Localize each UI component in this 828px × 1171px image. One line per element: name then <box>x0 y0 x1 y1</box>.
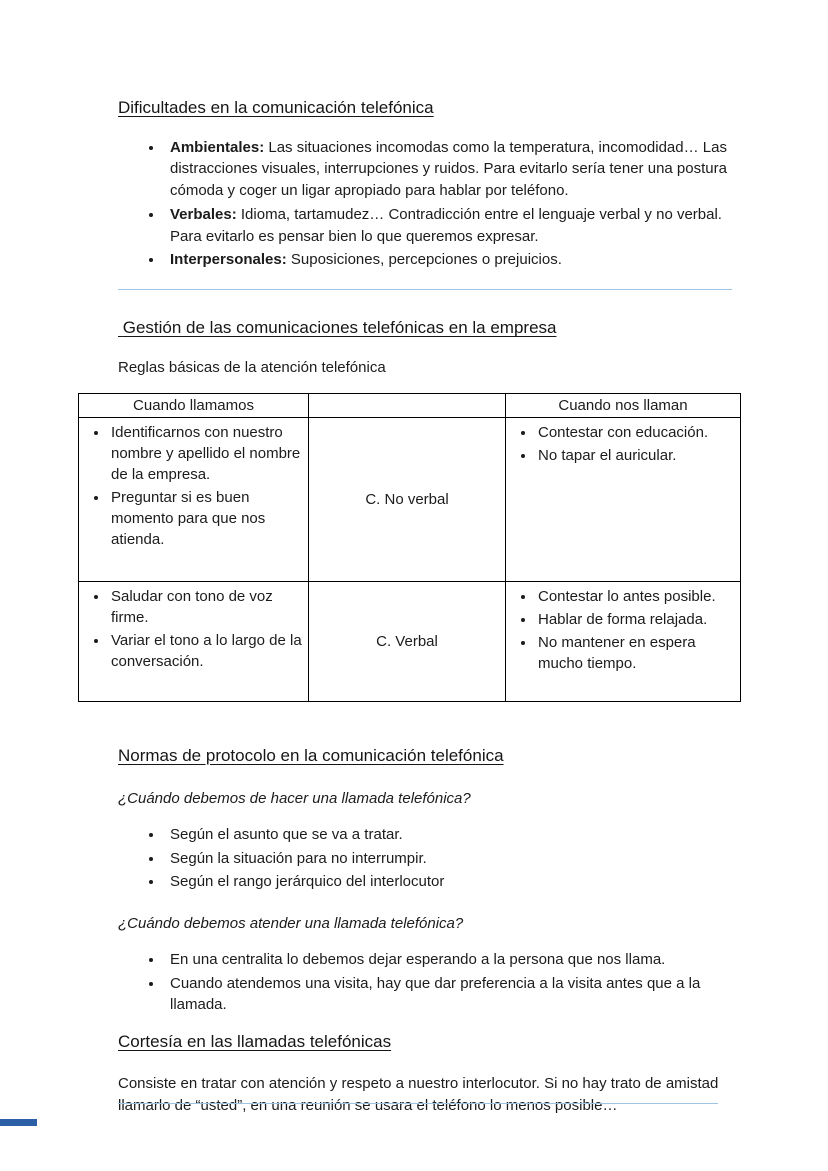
section4-paragraph: Consiste en tratar con atención y respeto a nuestro interlocutor. Si no hay trato de amistad llamarlo de “usted”, en una reunión se usara el teléfono lo menos posible… <box>118 1074 719 1114</box>
section1-bullet-list <box>118 137 740 272</box>
bullet-item: • No mantener en espera mucho tiempo. <box>536 632 734 674</box>
bullet-item: • Cuando atendemos una visita, hay que dar preferencia a la visita antes que a la llamada. <box>164 973 740 1017</box>
table-row <box>79 417 741 581</box>
cell-bullet-list <box>85 422 302 550</box>
bullet-text: Las situaciones incomodas como la temperatura, incomodidad… Las distracciones visuales, interrupciones y ruidos. Para evitarlo sería tener una postura cómoda y coger un ligar apropiado para hablar por teléfono. <box>170 138 727 200</box>
bullet-item <box>164 249 740 271</box>
bullet-text: Suposiciones, percepciones o prejuicios. <box>286 251 562 269</box>
table-cell-label-noverbal: C. No verbal <box>309 417 506 581</box>
table-row <box>79 581 741 701</box>
question-hacer-llamada: ¿Cuándo debemos de hacer una llamada telefónica? <box>118 790 471 808</box>
bullet-text: Idioma, tartamudez… Contradicción entre el lenguaje verbal y no verbal. Para evitarlo es pensar bien lo que queremos expresar. <box>170 205 722 245</box>
table-cell-label-verbal: C. Verbal <box>309 581 506 701</box>
blue-accent-bar <box>0 1119 37 1126</box>
table-cell-nosllaman-noverbal <box>506 417 741 581</box>
bullet-item: • En una centralita lo debemos dejar esperando a la persona que nos llama. <box>164 949 740 971</box>
section3-heading: Normas de protocolo en la comunicación telefónica <box>118 745 504 765</box>
table-cell-llamamos-verbal <box>79 581 309 701</box>
section2-heading: Gestión de las comunicaciones telefónicas en la empresa <box>118 318 557 338</box>
table-header-cuando-nos-llaman: Cuando nos llaman <box>506 393 741 417</box>
cell-bullet-list <box>512 586 734 674</box>
bullet-item: • Según el asunto que se va a tratar. <box>164 824 740 846</box>
bullet-item: • Según el rango jerárquico del interlocutor <box>164 871 740 893</box>
table-cell-nosllaman-verbal <box>506 581 741 701</box>
q2-bullet-list <box>118 949 740 1016</box>
bullet-item <box>164 137 740 202</box>
bullet-item: • Variar el tono a lo largo de la conversación. <box>109 630 302 672</box>
question-atender-llamada: ¿Cuándo debemos atender una llamada telefónica? <box>118 915 464 933</box>
table-cell-llamamos-noverbal <box>79 417 309 581</box>
bullet-lead: Interpersonales: <box>170 251 287 269</box>
cell-bullet-list <box>85 586 302 672</box>
section-divider <box>118 289 732 290</box>
table-header-empty <box>309 393 506 417</box>
bullet-lead: Verbales: <box>170 205 237 223</box>
bullet-item: • Contestar lo antes posible. <box>536 586 734 607</box>
bullet-item: • Contestar con educación. <box>536 422 734 443</box>
table-header-cuando-llamamos: Cuando llamamos <box>79 393 309 417</box>
bullet-item: • Hablar de forma relajada. <box>536 609 734 630</box>
table-header-row <box>79 393 741 417</box>
phone-rules-table <box>78 393 741 702</box>
section-divider <box>118 1103 718 1104</box>
section4-heading: Cortesía en las llamadas telefónicas <box>118 1032 392 1052</box>
cell-bullet-list <box>512 422 734 466</box>
bullet-item: • Según la situación para no interrumpir. <box>164 848 740 870</box>
bullet-lead: Ambientales: <box>170 138 265 156</box>
bullet-item: • Preguntar si es buen momento para que nos atienda. <box>109 487 302 550</box>
q1-bullet-list <box>118 824 740 893</box>
bullet-item: • Identificarnos con nuestro nombre y apellido el nombre de la empresa. <box>109 422 302 485</box>
section1-heading: Dificultades en la comunicación telefónica <box>118 98 434 117</box>
bullet-item <box>164 204 740 248</box>
table-subtitle: Reglas básicas de la atención telefónica <box>118 358 386 376</box>
bullet-item: • Saludar con tono de voz firme. <box>109 586 302 628</box>
bullet-item: • No tapar el auricular. <box>536 445 734 466</box>
